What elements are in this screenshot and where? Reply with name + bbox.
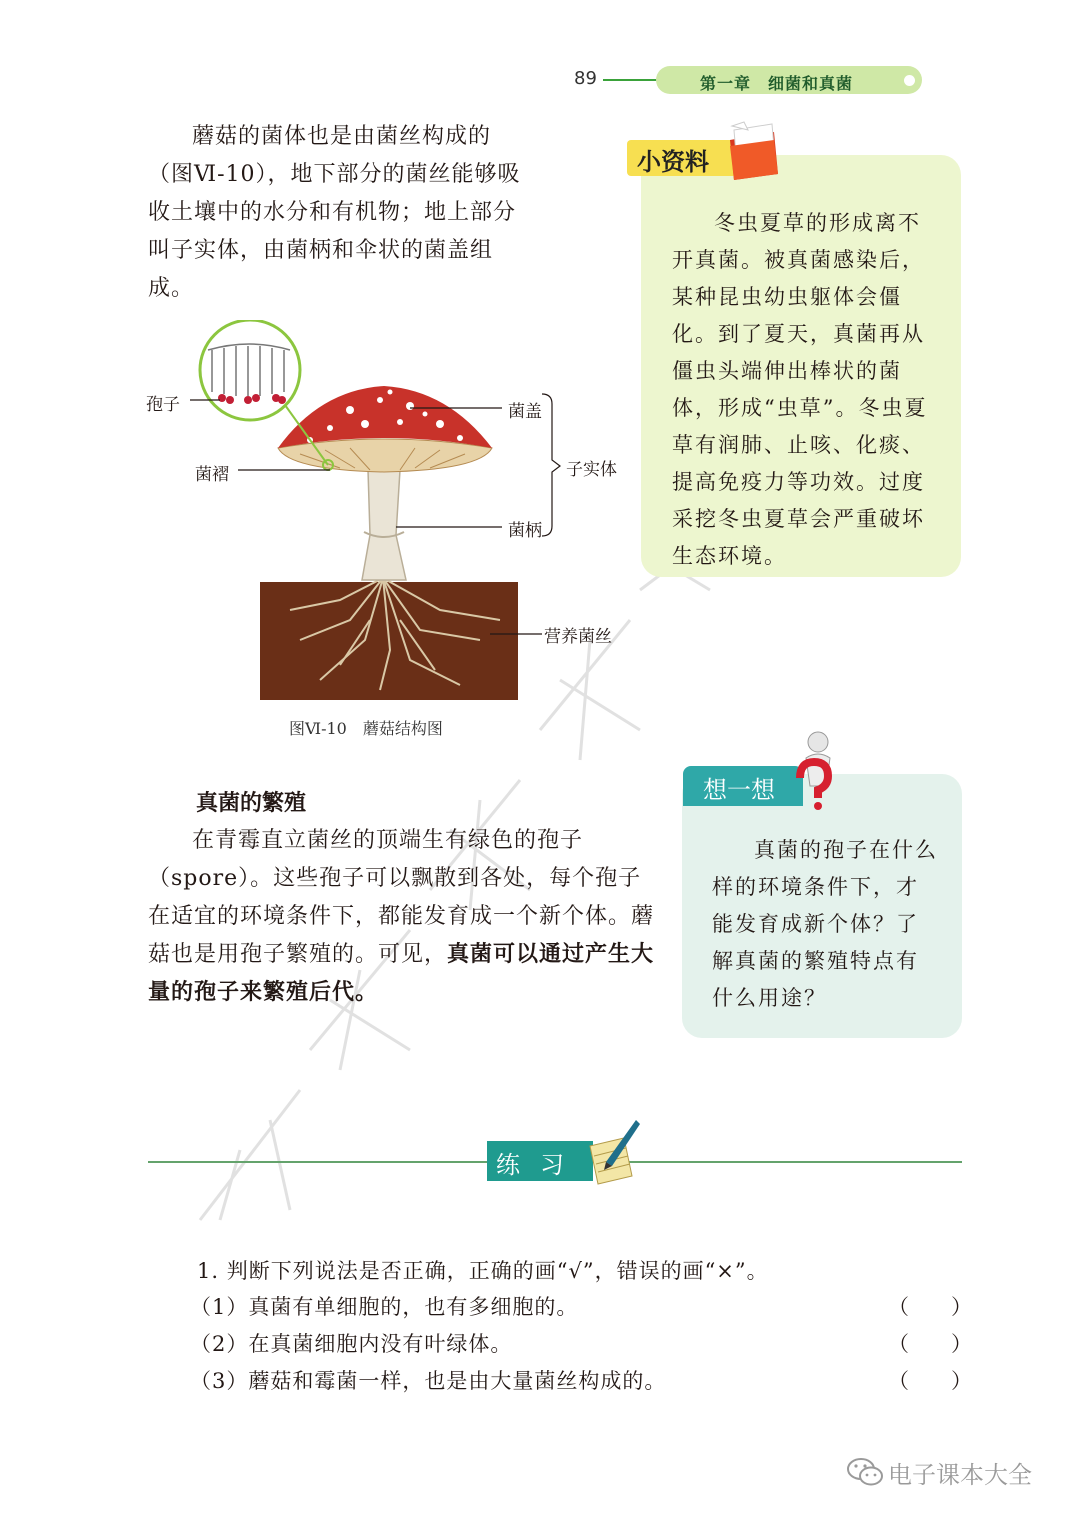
reproduction-paragraph [148,822,658,1012]
reproduction-text: 在青霉直立菌丝的顶端生有绿色的孢子（spore）。这些孢子可以飘散到各处，每个孢子在适宜的环境条件下，都能发育成一个新个体。蘑菇也是用孢子繁殖的。可见， [148,828,655,967]
watermark-account: 电子课本大全 [888,1461,1032,1489]
question-1: 1. 判断下列说法是否正确，正确的画“√”，错误的画“×”。 [197,1259,769,1283]
label-stalk: 菌柄 [508,521,542,541]
answer-blank-1[interactable]: （ ） [888,1295,972,1319]
intro-paragraph: 蘑菇的菌体也是由菌丝构成的（图Ⅵ-10），地下部分的菌丝能够吸收土壤中的水分和有机物；地上部分叫子实体，由菌柄和伞状的菌盖组成。 [148,124,521,301]
think-label: 想一想 [703,776,775,804]
gills [278,439,492,472]
stalk [362,470,406,580]
question-item-3: （3）蘑菇和霉菌一样，也是由大量菌丝构成的。 [190,1369,667,1393]
mushroom-diagram [150,320,630,710]
label-spore: 孢子 [146,395,180,415]
label-gill: 菌褶 [195,465,229,485]
think-text: 真菌的孢子在什么样的环境条件下，才能发育成新个体？了解真菌的繁殖特点有什么用途？ [712,838,938,1010]
folder-icon [722,118,782,182]
section-heading: 真菌的繁殖 [196,791,307,816]
info-label: 小资料 [637,148,709,176]
figure-caption: 图Ⅵ-10 蘑菇结构图 [289,719,443,738]
header-rule [603,79,663,81]
info-text: 冬虫夏草的形成离不开真菌。被真菌感染后，某种昆虫幼虫躯体会僵化。到了夏天，真菌再从僵虫头端伸出棒状的菌体，形成“虫草”。冬虫夏草有润肺、止咳、化痰、提高免疫力等功效。过度采挖冬虫夏草会严重破坏生态环境。 [672,211,928,568]
reproduction-conclusion: 真菌可以通过产生大量的孢子来繁殖后代。 [148,942,655,1005]
answer-blank-2[interactable]: （ ） [888,1332,972,1356]
answer-blank-3[interactable]: （ ） [888,1369,972,1393]
notebook-pen-icon [584,1116,642,1186]
thinking-figure-icon [786,728,842,810]
label-fruiting-body: 子实体 [566,460,617,480]
exercise-rule-left [148,1161,488,1163]
question-item-2: （2）在真菌细胞内没有叶绿体。 [190,1332,513,1356]
chapter-title: 第一章 细菌和真菌 [700,74,854,93]
page-number: 89 [574,68,597,89]
exercise-label: 练习 [496,1151,584,1179]
label-cap: 菌盖 [508,402,542,422]
label-hyphae: 营养菌丝 [544,627,612,647]
question-item-1: （1）真菌有单细胞的，也有多细胞的。 [190,1295,579,1319]
exercise-rule-right [628,1161,962,1163]
banner-dot [904,75,915,86]
wechat-icon [846,1456,884,1488]
